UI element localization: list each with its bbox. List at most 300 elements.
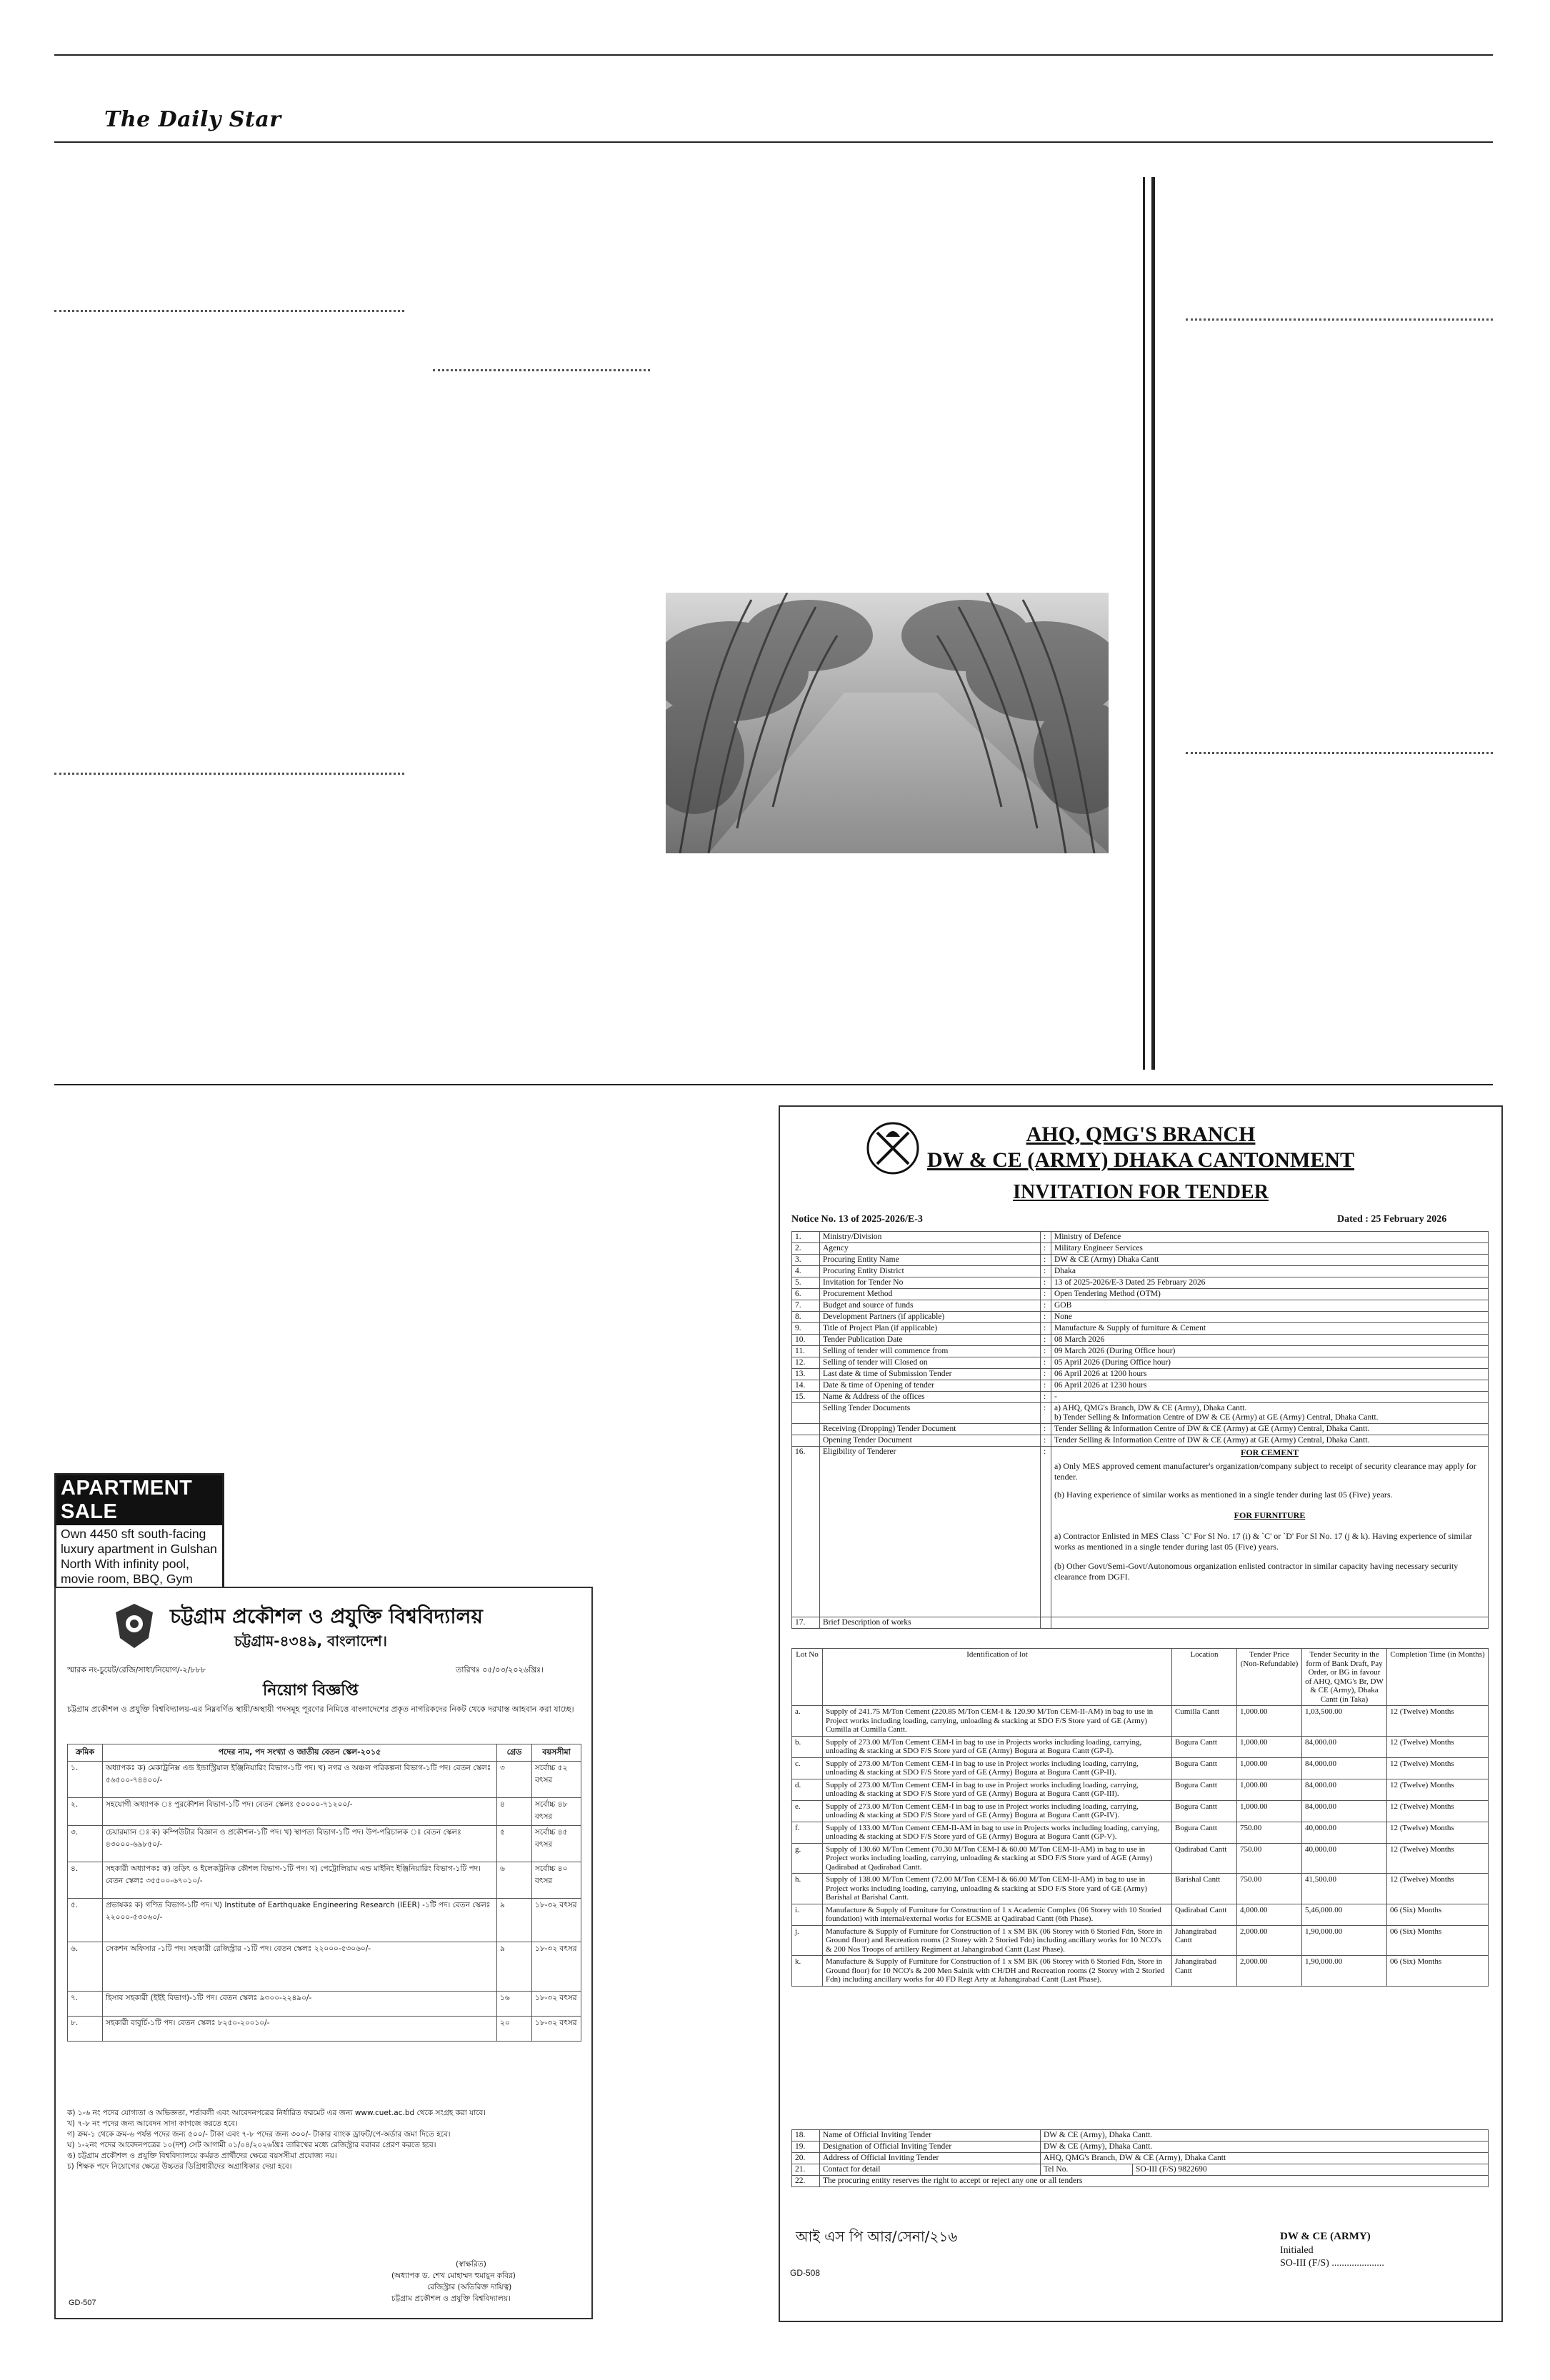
- lot-security: 5,46,000.00: [1302, 1904, 1387, 1925]
- row-colon: :: [1041, 1289, 1051, 1300]
- table-row: [792, 1392, 1489, 1403]
- row-value: DW & CE (Army) Dhaka Cantt: [1051, 1255, 1489, 1266]
- row-value: [1051, 1617, 1489, 1629]
- table-row: [792, 1323, 1489, 1335]
- row-value: Military Engineer Services: [1051, 1243, 1489, 1255]
- table-row: [68, 1899, 581, 1942]
- lot-price: 1,000.00: [1237, 1779, 1302, 1800]
- lot-time: 12 (Twelve) Months: [1387, 1800, 1489, 1822]
- apartment-ad-line: luxury apartment in Gulshan: [61, 1542, 217, 1556]
- header-position: পদের নাম, পদ সংখ্যা ও জাতীয় বেতন স্কেল-২০১৫: [103, 1744, 497, 1762]
- row-colon: :: [1041, 1357, 1051, 1369]
- age: সর্বোচ্চ ৪৮ বৎসর: [532, 1798, 581, 1826]
- lot-time: 12 (Twelve) Months: [1387, 1757, 1489, 1779]
- row-no: 10.: [792, 1335, 820, 1346]
- lot-location: Bogura Cantt: [1172, 1822, 1237, 1843]
- lot-price: 2,000.00: [1237, 1925, 1302, 1956]
- row-label: Selling of tender will commence from: [820, 1346, 1041, 1357]
- cuet-notice-title: নিয়োগ বিজ্ঞপ্তি: [263, 1682, 359, 1699]
- grade: ৫: [497, 1826, 532, 1862]
- row-colon: :: [1041, 1392, 1051, 1403]
- serial: ৫.: [68, 1899, 103, 1942]
- header-grade: গ্রেড: [497, 1744, 532, 1762]
- lot-time: 12 (Twelve) Months: [1387, 1779, 1489, 1800]
- table-row: [792, 1800, 1489, 1822]
- age: ১৮-৩২ বৎসর: [532, 2017, 581, 2042]
- position-text: অধ্যাপকঃ ক) মেকাট্রনিক্স এন্ড ইন্ডাস্ট্রিয়াল ইঞ্জিনিয়ারিং বিভাগ-১টি পদ। খ) নগর ও অঞ্চল পরিকল্পনা বিভাগ-১টি পদ। বেতন স্কেলঃ ৫৬৫০০-৭৪৪০০/-: [103, 1762, 497, 1798]
- lot-location: Qadirabad Cantt: [1172, 1904, 1237, 1925]
- row-colon: :: [1041, 1335, 1051, 1346]
- row-no: [792, 1403, 820, 1424]
- lot-desc: Supply of 273.00 M/Ton Cement CEM-I in bag to use in Projects works including loading, carrying, unloading & stacking at SDO F/S Store yard of GE (Army) Bogura at Bogura Cantt (GP-I).: [823, 1736, 1172, 1757]
- table-row: [792, 1843, 1489, 1874]
- row-no: 21.: [792, 2164, 820, 2176]
- position-text: সহকারী বাবুর্চি-১টি পদ। বেতন স্কেলঃ ৮২৫০-২০০১০/-: [103, 2017, 497, 2042]
- apartment-ad-line: Own 4450 sft south-facing: [61, 1527, 206, 1541]
- position-text: চেয়ারম্যান ঃ ক) কম্পিউটার বিজ্ঞান ও প্রকৌশল-১টি পদ। খ) স্থাপত্য বিভাগ-১টি পদ। উপ-পরিচালক ঃ বেতন স্কেলঃ ৪৩০০০-৬৯৮৫০/-: [103, 1826, 497, 1862]
- lot-price: 750.00: [1237, 1843, 1302, 1874]
- bamboo-path-photo: [666, 593, 1109, 853]
- lot-security: 1,90,000.00: [1302, 1956, 1387, 1987]
- cuet-positions-table: [67, 1744, 581, 2042]
- row-value: 06 April 2026 at 1200 hours: [1051, 1369, 1489, 1380]
- cuet-date: তারিখঃ ০৫/০৩/২০২৬খ্রিঃ।: [456, 1665, 544, 1674]
- row-no: 9.: [792, 1323, 820, 1335]
- table-row: [792, 1779, 1489, 1800]
- lot-desc: Supply of 130.60 M/Ton Cement (70.30 M/Ton CEM-I & 60.00 M/Ton CEM-II-AM) in bag to use in Project works including loading, carrying, unloading & stacking at SDO F/S Store yard of AGE (Army) Qadirabad at Qadirabad Cantt.: [823, 1843, 1172, 1874]
- row-colon: :: [1041, 1243, 1051, 1255]
- row-colon: :: [1041, 1380, 1051, 1392]
- row-label: Ministry/Division: [820, 1232, 1041, 1243]
- row-no: 22.: [792, 2176, 820, 2187]
- lot-price: 1,000.00: [1237, 1800, 1302, 1822]
- row-colon: :: [1041, 1447, 1051, 1617]
- lot-no: e.: [792, 1800, 823, 1822]
- row-no: 19.: [792, 2142, 820, 2153]
- serial: ১.: [68, 1762, 103, 1798]
- lot-security: 1,90,000.00: [1302, 1925, 1387, 1956]
- table-row: [792, 2164, 1489, 2176]
- table-row: [792, 2153, 1489, 2164]
- serial: ৩.: [68, 1826, 103, 1862]
- lot-no: k.: [792, 1956, 823, 1987]
- table-row: [792, 2142, 1489, 2153]
- apartment-ad-line: movie room, BBQ, Gym: [61, 1572, 193, 1586]
- lot-desc: Manufacture & Supply of Furniture for Construction of 1 x Academic Complex (06 Storey with 10 Storied foundation) with internal/external works for ECSME at Qadirabad Cantt (6th Phase).: [823, 1904, 1172, 1925]
- header-age-limit: বয়সসীমা: [532, 1744, 581, 1762]
- serial: ৬.: [68, 1942, 103, 1992]
- table-row: [792, 1956, 1489, 1987]
- tender-title-2: DW & CE (ARMY) DHAKA CANTONMENT: [926, 1148, 1355, 1172]
- vertical-column-rule-a: [1143, 177, 1145, 1070]
- lot-security: 84,000.00: [1302, 1736, 1387, 1757]
- table-row: [792, 1874, 1489, 1904]
- row-label: Selling Tender Documents: [820, 1403, 1041, 1424]
- age: সর্বোচ্চ ৪৫ বৎসর: [532, 1826, 581, 1862]
- lot-no: d.: [792, 1779, 823, 1800]
- lot-time: 12 (Twelve) Months: [1387, 1843, 1489, 1874]
- furniture-criteria-a: a) Contractor Enlisted in MES Class `C' For Sl No. 17 (i) & `C' or `D' For Sl No. 17 (j & k). Having experience of similar works as mentioned in a single tender during last 05 (Five) years.: [1054, 1531, 1472, 1552]
- grade: ৩: [497, 1762, 532, 1798]
- table-header-row: [68, 1744, 581, 1762]
- table-header-row: [792, 1649, 1489, 1706]
- table-row: [792, 1447, 1489, 1617]
- cuet-university-name: চট্টগ্রাম প্রকৌশল ও প্রযুক্তি বিশ্ববিদ্যালয়: [170, 1605, 483, 1628]
- lot-no: a.: [792, 1706, 823, 1737]
- lot-time: 06 (Six) Months: [1387, 1956, 1489, 1987]
- cement-criteria-b: (b) Having experience of similar works as mentioned in a single tender during last 05 (Five) years.: [1054, 1490, 1393, 1500]
- row-no: 4.: [792, 1266, 820, 1277]
- row-label: Title of Project Plan (if applicable): [820, 1323, 1041, 1335]
- row-value: -: [1051, 1392, 1489, 1403]
- lot-desc: Supply of 241.75 M/Ton Cement (220.85 M/Ton CEM-I & 120.90 M/Ton CEM-II-AM) in bag to use in Project works including loading, carrying, unloading & stacking at SDO F/S Store yard of GE (Army) Cumilla at Cumilla Cantt.: [823, 1706, 1172, 1737]
- table-row: [792, 1266, 1489, 1277]
- column-divider-3: [54, 773, 404, 775]
- row-no: 2.: [792, 1243, 820, 1255]
- row-colon: :: [1041, 1255, 1051, 1266]
- row-no: 8.: [792, 1312, 820, 1323]
- table-row: [792, 1255, 1489, 1266]
- row-colon: :: [1041, 1277, 1051, 1289]
- table-row: [792, 1380, 1489, 1392]
- lot-price: 4,000.00: [1237, 1904, 1302, 1925]
- row-value: Tender Selling & Information Centre of DW & CE (Army) at GE (Army) Central, Dhaka Cantt.: [1051, 1424, 1489, 1435]
- row-value: None: [1051, 1312, 1489, 1323]
- cuet-logo: [113, 1602, 156, 1650]
- row-label: Procuring Entity Name: [820, 1255, 1041, 1266]
- table-row: [68, 2017, 581, 2042]
- serial: ৪.: [68, 1862, 103, 1899]
- note-item: ঙ) চট্টগ্রাম প্রকৌশল ও প্রযুক্তি বিশ্ববিদ্যালয়ে কর্মরত প্রার্থীদের ক্ষেত্রে বয়সসীমা প্রযোজ্য নয়।: [67, 2151, 337, 2160]
- lot-security: 40,000.00: [1302, 1822, 1387, 1843]
- row-colon: :: [1041, 1232, 1051, 1243]
- lot-no: b.: [792, 1736, 823, 1757]
- table-row: [792, 1736, 1489, 1757]
- row-label: Name of Official Inviting Tender: [820, 2130, 1041, 2142]
- table-row: [68, 1942, 581, 1992]
- tender-dated: Dated : 25 February 2026: [1337, 1214, 1447, 1225]
- table-row: [792, 1277, 1489, 1289]
- section-rule: [54, 1084, 1493, 1085]
- apartment-ad-line: North With infinity pool,: [61, 1557, 189, 1571]
- cuet-memo-no: স্মারক নং-চুয়েট/রেজি/সাধা/নিয়োগ/-২/৮৮৮: [67, 1665, 206, 1674]
- header-completion-time: Completion Time (in Months): [1387, 1649, 1489, 1706]
- lot-desc: Supply of 273.00 M/Ton Cement CEM-I in bag to use in Project works including loading, carrying, unloading & stacking at SDO F/S Store yard of GE (Army) Bogura at Bogura Cantt (GP-II).: [823, 1757, 1172, 1779]
- table-row: [792, 2130, 1489, 2142]
- lot-desc: Supply of 273.00 M/Ton Cement CEM-I in bag to use in Project works including loading, carrying, unloading & stacking at SDO F/S Store yard of GE (Army) Bogura at Bogura Cantt (GP-IV).: [823, 1800, 1172, 1822]
- table-row: [792, 1300, 1489, 1312]
- row-value: 09 March 2026 (During Office hour): [1051, 1346, 1489, 1357]
- tender-info-table: [791, 1231, 1489, 1629]
- table-row: [68, 1862, 581, 1899]
- header-lot-no: Lot No: [792, 1649, 823, 1706]
- lot-location: Bogura Cantt: [1172, 1736, 1237, 1757]
- lot-desc: Supply of 273.00 M/Ton Cement CEM-I in bag to use in Project works including loading, carrying, unloading & stacking at SDO F/S Store yard of GE (Army) Bogura at Bogura Cantt (GP-III).: [823, 1779, 1172, 1800]
- row-no: 18.: [792, 2130, 820, 2142]
- row-label: Selling of tender will Closed on: [820, 1357, 1041, 1369]
- column-divider-2: [433, 369, 650, 371]
- for-furniture-heading: FOR FURNITURE: [1234, 1510, 1306, 1520]
- row-no: [792, 1435, 820, 1447]
- row-label: The procuring entity reserves the right to accept or reject any one or all tenders: [820, 2176, 1489, 2187]
- row-value: [1051, 1403, 1489, 1424]
- lot-no: c.: [792, 1757, 823, 1779]
- note-item: খ) ৭-৮ নং পদের জন্য আবেদন সাদা কাগজে করতে হবে।: [67, 2119, 238, 2128]
- row-no: 13.: [792, 1369, 820, 1380]
- lot-price: 750.00: [1237, 1874, 1302, 1904]
- table-row: [792, 1757, 1489, 1779]
- table-row: [792, 1369, 1489, 1380]
- lot-location: Bogura Cantt: [1172, 1779, 1237, 1800]
- lot-location: Jahangirabad Cantt: [1172, 1956, 1237, 1987]
- note-item: চ) শিক্ষক পদে নিয়োগের ক্ষেত্রে উচ্চতর ডিগ্রিধারীদের অগ্রাধিকার দেয়া হবে।: [67, 2162, 292, 2171]
- row-label: Name & Address of the offices: [820, 1392, 1041, 1403]
- header-identification: Identification of lot: [823, 1649, 1172, 1706]
- lot-desc: Supply of 138.00 M/Ton Cement (72.00 M/Ton CEM-I & 66.00 M/Ton CEM-II-AM) in bag to use in Project works including loading, carrying, unloading & stacking at SDO F/S Store yard of GE (Army) Barishal at Barishal Cantt.: [823, 1874, 1172, 1904]
- masthead-logo: The Daily Star: [104, 107, 281, 132]
- lot-time: 12 (Twelve) Months: [1387, 1822, 1489, 1843]
- row-colon: :: [1041, 1403, 1051, 1424]
- row-no: 3.: [792, 1255, 820, 1266]
- cuet-address: চট্টগ্রাম-৪৩৪৯, বাংলাদেশ।: [234, 1632, 387, 1650]
- row-colon: :: [1041, 1369, 1051, 1380]
- row-value: 06 April 2026 at 1230 hours: [1051, 1380, 1489, 1392]
- cuet-intro: চট্টগ্রাম প্রকৌশল ও প্রযুক্তি বিশ্ববিদ্যালয়-এর নিম্নবর্ণিত স্থায়ী/অস্থায়ী পদসমূহ পূরণের নিমিত্তে বাংলাদেশের প্রকৃত নাগরিকদের নিকট থেকে দরখাস্ত আহবান করা যাচ্ছে।: [67, 1704, 574, 1714]
- row-label: Contact for detail: [820, 2164, 1041, 2176]
- table-row: [792, 1424, 1489, 1435]
- row-label: Brief Description of works: [820, 1617, 1041, 1629]
- lot-no: j.: [792, 1925, 823, 1956]
- row-no: 14.: [792, 1380, 820, 1392]
- lot-no: f.: [792, 1822, 823, 1843]
- table-row: [792, 1706, 1489, 1737]
- row-label: Invitation for Tender No: [820, 1277, 1041, 1289]
- apartment-ad-heading: APARTMENT SALE: [56, 1475, 222, 1525]
- tender-sign-1: DW & CE (ARMY): [1280, 2231, 1371, 2242]
- tender-ad-code: GD-508: [790, 2268, 821, 2278]
- note-item: ক) ১-৬ নং পদের যোগ্যতা ও অভিজ্ঞতা, শর্তাবলী এবং আবেদনপত্রের নির্ধারিত ফরমেট এর জন্য www.cuet.ac.bd থেকে সংগ্রহ করা যাবে।: [67, 2109, 486, 2117]
- row-colon: :: [1041, 1346, 1051, 1357]
- eligibility-details: [1051, 1447, 1489, 1617]
- table-row: [792, 1312, 1489, 1323]
- row-no: 1.: [792, 1232, 820, 1243]
- row-label: Opening Tender Document: [820, 1435, 1041, 1447]
- lot-no: i.: [792, 1904, 823, 1925]
- row-value: Open Tendering Method (OTM): [1051, 1289, 1489, 1300]
- position-text: প্রভাষকঃ ক) গণিত বিভাগ-১টি পদ। খ) Institute of Earthquake Engineering Research (IEER) -১টি পদ। বেতন স্কেলঃ ২২০০০-৫৩০৬০/-: [103, 1899, 497, 1942]
- cuet-notes: [67, 2108, 580, 2172]
- table-row: [792, 1232, 1489, 1243]
- lot-no: g.: [792, 1843, 823, 1874]
- row-no: 15.: [792, 1392, 820, 1403]
- grade: ৯: [497, 1899, 532, 1942]
- table-row: [792, 1243, 1489, 1255]
- lot-security: 84,000.00: [1302, 1779, 1387, 1800]
- row-colon: :: [1041, 1266, 1051, 1277]
- lot-desc: Manufacture & Supply of Furniture for Construction of 1 x SM BK (06 Storey with 6 Storied Fdn, Store in Ground floor) and Recreation rooms (2 Storey with 2 Storied Fdn) including ancillary works for 10 NCO's & 200 Nos Troops of artillery Regiment at Jahangirabad Cantt (Last Phase).: [823, 1925, 1172, 1956]
- row-value: Manufacture & Supply of furniture & Cement: [1051, 1323, 1489, 1335]
- row-value: AHQ, QMG's Branch, DW & CE (Army), Dhaka Cantt: [1041, 2153, 1489, 2164]
- row-label: Agency: [820, 1243, 1041, 1255]
- lot-price: 1,000.00: [1237, 1736, 1302, 1757]
- position-text: হিসাব সহকারী (ইইই বিভাগ)-১টি পদ। বেতন স্কেলঃ ৯৩০০-২২৪৯০/-: [103, 1992, 497, 2017]
- row-label: Address of Official Inviting Tender: [820, 2153, 1041, 2164]
- masthead-rule: [54, 141, 1493, 143]
- age: ১৮-৩২ বৎসর: [532, 1899, 581, 1942]
- for-cement-heading: FOR CEMENT: [1241, 1447, 1299, 1457]
- age: ১৮-৩২ বৎসর: [532, 1942, 581, 1992]
- table-row: [792, 1335, 1489, 1346]
- row-colon: :: [1041, 1424, 1051, 1435]
- row-label: Development Partners (if applicable): [820, 1312, 1041, 1323]
- header-tender-security: Tender Security in the form of Bank Draft, Pay Order, or BG in favour of AHQ, QMG's Br, DW & CE (Army), Dhaka Cantt (in Taka): [1302, 1649, 1387, 1706]
- lot-price: 750.00: [1237, 1822, 1302, 1843]
- lot-price: 1,000.00: [1237, 1706, 1302, 1737]
- tender-title-1: AHQ, QMG'S BRANCH: [1026, 1123, 1256, 1146]
- lot-location: Barishal Cantt: [1172, 1874, 1237, 1904]
- table-row: [68, 1762, 581, 1798]
- lot-time: 06 (Six) Months: [1387, 1904, 1489, 1925]
- table-row: [792, 1346, 1489, 1357]
- lot-time: 12 (Twelve) Months: [1387, 1874, 1489, 1904]
- row-value: Ministry of Defence: [1051, 1232, 1489, 1243]
- tender-sign-3: SO-III (F/S) .....................: [1280, 2258, 1384, 2269]
- office-line: a) AHQ, QMG's Branch, DW & CE (Army), Dhaka Cantt.: [1054, 1404, 1247, 1412]
- note-item: গ) ক্রম-১ থেকে ক্রম-৬ পর্যন্ত পদের জন্য ৫০০/- টাকা এবং ৭-৮ পদের জন্য ৩০০/- টাকার ব্যাংক ড্রাফট/পে-অর্ডার জমা দিতে হবে।: [67, 2130, 451, 2139]
- grade: ১৬: [497, 1992, 532, 2017]
- row-label: Tender Publication Date: [820, 1335, 1041, 1346]
- tender-footer-table: [791, 2129, 1489, 2187]
- grade: ৬: [497, 1862, 532, 1899]
- row-colon: :: [1041, 1300, 1051, 1312]
- table-row: [792, 1357, 1489, 1369]
- lot-security: 40,000.00: [1302, 1843, 1387, 1874]
- table-row: [792, 1403, 1489, 1424]
- table-row: [68, 1798, 581, 1826]
- row-tel-value: SO-III (F/S) 9822690: [1133, 2164, 1489, 2176]
- tender-lots-table: [791, 1648, 1489, 1987]
- table-row: [68, 1992, 581, 2017]
- tender-title-3: INVITATION FOR TENDER: [1013, 1181, 1269, 1203]
- tender-sign-2: Initialed: [1280, 2245, 1314, 2256]
- office-line: b) Tender Selling & Information Centre of DW & CE (Army) at GE (Army) Central, Dhaka Cantt.: [1054, 1413, 1379, 1422]
- cuet-signature: (স্বাক্ষরিত): [456, 2260, 486, 2269]
- row-value: GOB: [1051, 1300, 1489, 1312]
- cuet-ad-code: GD-507: [69, 2299, 96, 2307]
- column-divider-5: [1186, 752, 1493, 754]
- lot-price: 1,000.00: [1237, 1757, 1302, 1779]
- row-value: 13 of 2025-2026/E-3 Dated 25 February 2026: [1051, 1277, 1489, 1289]
- header-serial: ক্রমিক: [68, 1744, 103, 1762]
- lot-time: 12 (Twelve) Months: [1387, 1736, 1489, 1757]
- row-label: Procuring Entity District: [820, 1266, 1041, 1277]
- lot-time: 12 (Twelve) Months: [1387, 1706, 1489, 1737]
- header-location: Location: [1172, 1649, 1237, 1706]
- lot-no: h.: [792, 1874, 823, 1904]
- row-no: 11.: [792, 1346, 820, 1357]
- tender-notice-no: Notice No. 13 of 2025-2026/E-3: [791, 1214, 923, 1225]
- note-item: ঘ) ১-২নং পদের আবেদনপত্রের ১০(দশ) সেট আগামী ০১/০৪/২০২৬খ্রিঃ তারিখের মধ্যে রেজিস্ট্রার বরাবর প্রেরণ করতে হবে।: [67, 2141, 436, 2149]
- tender-notice-ad: [779, 1105, 1503, 2322]
- row-no: 16.: [792, 1447, 820, 1617]
- row-value: DW & CE (Army), Dhaka Cantt.: [1041, 2130, 1489, 2142]
- lot-security: 84,000.00: [1302, 1800, 1387, 1822]
- row-no: 12.: [792, 1357, 820, 1369]
- row-label: Eligibility of Tenderer: [820, 1447, 1041, 1617]
- cuet-signer-org: চট্টগ্রাম প্রকৌশল ও প্রযুক্তি বিশ্ববিদ্যালয়।: [391, 2294, 511, 2303]
- header-tender-price: Tender Price (Non-Refundable): [1237, 1649, 1302, 1706]
- row-label: Budget and source of funds: [820, 1300, 1041, 1312]
- position-text: সহযোগী অধ্যাপক ঃ পুরকৌশল বিভাগ-১টি পদ। বেতন স্কেলঃ ৫০০০০-৭১২০০/-: [103, 1798, 497, 1826]
- serial: ৭.: [68, 1992, 103, 2017]
- serial: ৮.: [68, 2017, 103, 2042]
- row-value: 08 March 2026: [1051, 1335, 1489, 1346]
- lot-security: 41,500.00: [1302, 1874, 1387, 1904]
- row-tel-label: Tel No.: [1041, 2164, 1133, 2176]
- table-row: [68, 1826, 581, 1862]
- grade: ৯: [497, 1942, 532, 1992]
- row-label: Last date & time of Submission Tender: [820, 1369, 1041, 1380]
- row-value: DW & CE (Army), Dhaka Cantt.: [1041, 2142, 1489, 2153]
- lot-time: 06 (Six) Months: [1387, 1925, 1489, 1956]
- table-row: [792, 1925, 1489, 1956]
- column-divider-4: [1186, 318, 1493, 321]
- top-rule: [54, 54, 1493, 56]
- row-label: Date & time of Opening of tender: [820, 1380, 1041, 1392]
- row-label: Procurement Method: [820, 1289, 1041, 1300]
- age: সর্বোচ্চ ৪০ বৎসর: [532, 1862, 581, 1899]
- table-row: [792, 1822, 1489, 1843]
- cuet-signer-title: রেজিস্ট্রার (অতিরিক্ত দায়িত্ব): [427, 2283, 512, 2291]
- vertical-column-rule-b: [1151, 177, 1155, 1070]
- row-value: 05 April 2026 (During Office hour): [1051, 1357, 1489, 1369]
- grade: ৪: [497, 1798, 532, 1826]
- lot-location: Jahangirabad Cantt: [1172, 1925, 1237, 1956]
- row-colon: [1041, 1617, 1051, 1629]
- lot-desc: Supply of 133.00 M/Ton Cement CEM-II-AM in bag to use in Projects works including loading, carrying, unloading & stacking at SDO F/S Store yard of GE (Army) Bogura at Bogura Cantt (GP-V).: [823, 1822, 1172, 1843]
- row-colon: :: [1041, 1435, 1051, 1447]
- lot-location: Bogura Cantt: [1172, 1800, 1237, 1822]
- lot-location: Cumilla Cantt: [1172, 1706, 1237, 1737]
- lot-security: 1,03,500.00: [1302, 1706, 1387, 1737]
- cuet-signer-name: (অধ্যাপক ড. শেখ মোহাম্মদ হুমায়ুন কবির): [391, 2271, 516, 2280]
- lot-price: 2,000.00: [1237, 1956, 1302, 1987]
- position-text: সহকারী অধ্যাপকঃ ক) তড়িৎ ও ইলেকট্রনিক কৌশল বিভাগ-১টি পদ। খ) পেট্রোলিয়াম এন্ড মাইনিং ইঞ্জিনিয়ারিং বিভাগ-১টি পদ। বেতন স্কেলঃ ৩৫৫০০-৬৭০১০/-: [103, 1862, 497, 1899]
- furniture-criteria-b: (b) Other Govt/Semi-Govt/Autonomous organization enlisted contractor in similar capacity having necessary security clearance from DGFI.: [1054, 1561, 1459, 1582]
- row-no: 5.: [792, 1277, 820, 1289]
- row-no: 6.: [792, 1289, 820, 1300]
- cement-criteria-a: a) Only MES approved cement manufacturer's organization/company subject to receipt of security clearance may apply for tender.: [1054, 1461, 1476, 1482]
- row-value: Tender Selling & Information Centre of DW & CE (Army) at GE (Army) Central, Dhaka Cantt.: [1051, 1435, 1489, 1447]
- lot-location: Qadirabad Cantt: [1172, 1843, 1237, 1874]
- row-no: 20.: [792, 2153, 820, 2164]
- table-row: [792, 2176, 1489, 2187]
- lot-location: Bogura Cantt: [1172, 1757, 1237, 1779]
- table-row: [792, 1435, 1489, 1447]
- table-row: [792, 1617, 1489, 1629]
- row-no: 17.: [792, 1617, 820, 1629]
- row-no: [792, 1424, 820, 1435]
- lot-desc: Manufacture & Supply of Furniture for Construction of 1 x SM BK (06 Storey with 6 Storied Fdn, Store in Ground floor) for 10 NCO's & 200 Men Sainik with CH/DH and Recreation rooms (2 Storey with 2 Storied Fdn) including ancillary works for 40 FD Regt Arty at Jahangirabad Cantt (Last Phase).: [823, 1956, 1172, 1987]
- row-no: 7.: [792, 1300, 820, 1312]
- row-label: Designation of Official Inviting Tender: [820, 2142, 1041, 2153]
- position-text: সেকশন অফিসার -১টি পদ। সহকারী রেজিস্ট্রার -১টি পদ। বেতন স্কেলঃ ২২০০০-৫৩০৬০/-: [103, 1942, 497, 1992]
- row-colon: :: [1041, 1323, 1051, 1335]
- apartment-sale-ad: [54, 1473, 224, 1592]
- row-label: Receiving (Dropping) Tender Document: [820, 1424, 1041, 1435]
- grade: ২০: [497, 2017, 532, 2042]
- age: ১৮-৩২ বৎসর: [532, 1992, 581, 2017]
